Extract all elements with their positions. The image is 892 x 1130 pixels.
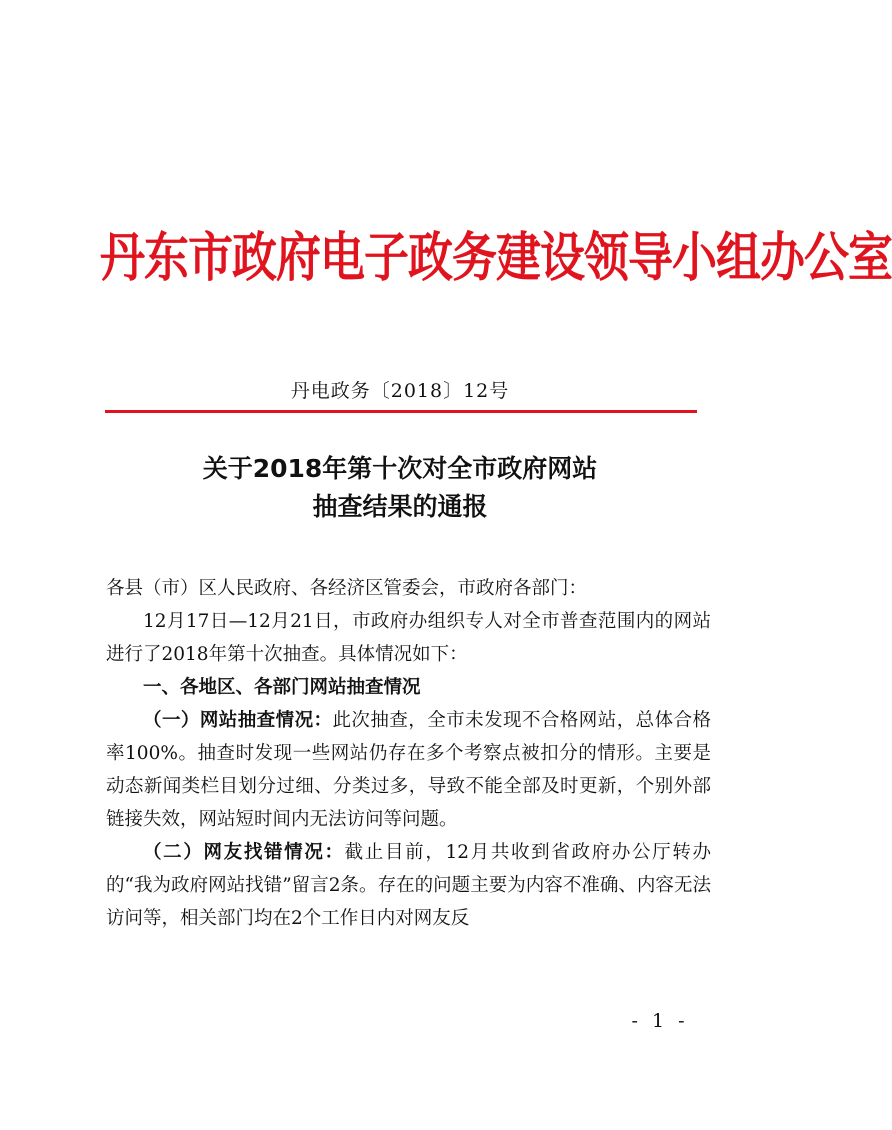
document-title <box>100 450 700 526</box>
subsection-2-text: 截止目前，12月共收到省政府办公厅转办的“我为政府网站找错”留言2条。存在的问题主要为内容不准确、内容无法访问等，相关部门均在2个工作日内对网友反 <box>106 842 711 929</box>
subsection-2-paragraph <box>106 836 711 935</box>
section-heading <box>106 671 711 704</box>
document-body <box>106 572 711 935</box>
subsection-1-text: 此次抽查，全市未发现不合格网站，总体合格率100%。抽查时发现一些网站仍存在多个考察点被扣分的情形。主要是动态新闻类栏目划分过细、分类过多，导致不能全部及时更新，个别外部链接失效，网站短时间内无法访问等问题。 <box>106 710 711 830</box>
title-line-1: 关于2018年第十次对全市政府网站 <box>202 454 598 483</box>
title-line-2: 抽查结果的通报 <box>312 492 488 521</box>
page-number: - 1 - <box>631 1010 689 1032</box>
issuing-office-header: 丹东市政府电子政务建设领导小组办公室 <box>100 226 892 289</box>
section-heading-text: 一、各地区、各部门网站抽查情况 <box>143 677 421 698</box>
red-separator-line <box>105 410 697 413</box>
subsection-1-paragraph <box>106 704 711 836</box>
intro-paragraph: 12月17日—12月21日，市政府办组织专人对全市普查范围内的网站进行了2018年第十次抽查。具体情况如下： <box>106 611 711 665</box>
salutation: 各县（市）区人民政府、各经济区管委会，市政府各部门： <box>106 578 588 599</box>
subsection-1-label: （一）网站抽查情况： <box>143 710 333 731</box>
subsection-2-label: （二）网友找错情况： <box>143 842 345 863</box>
document-number: 丹电政务〔2018〕12号 <box>290 380 510 402</box>
